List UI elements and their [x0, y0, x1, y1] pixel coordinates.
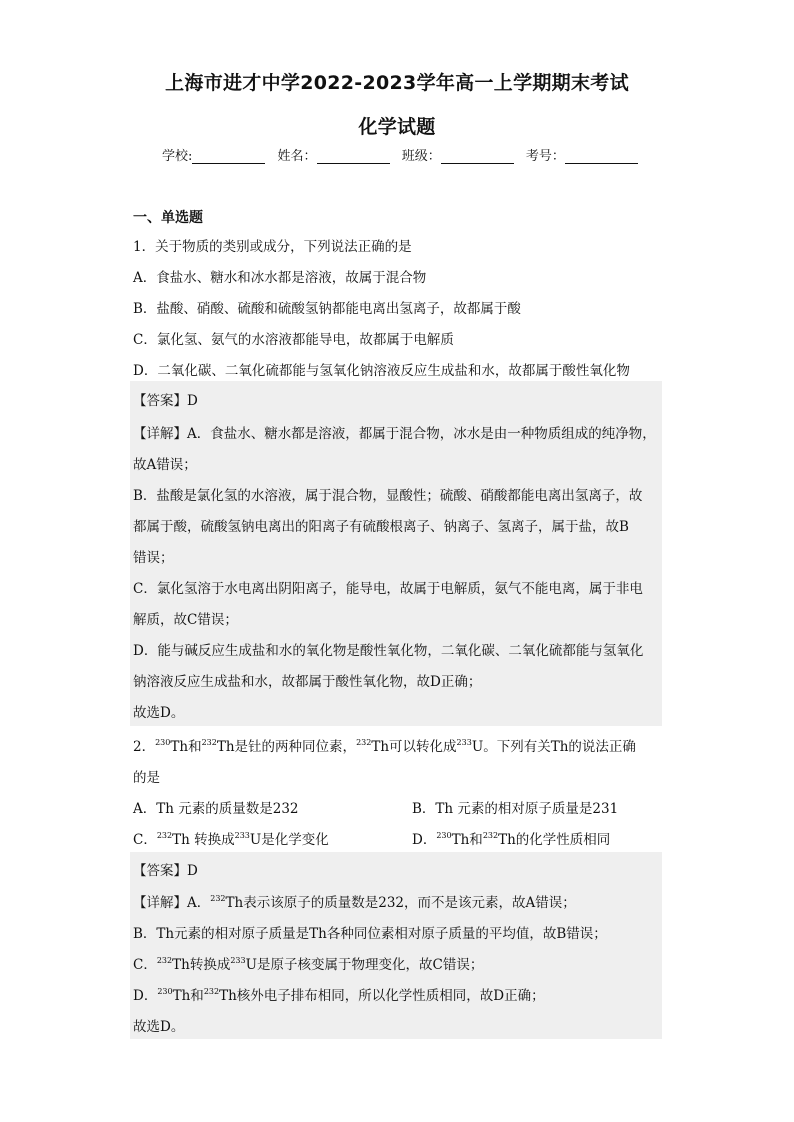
q1-detail-line: 钠溶液反应生成盐和水，故都属于酸性氧化物，故D正确；: [133, 674, 482, 690]
exam-title: 上海市进才中学2022-2023学年高一上学期期末考试: [165, 72, 629, 94]
q2-option-d: D．$^{230}$Th和$^{232}$Th的化学性质相同: [412, 831, 611, 848]
student-info-line: [162, 145, 646, 164]
exam-number-blank: [565, 150, 638, 164]
q1-detail-line: B．盐酸是氯化氢的水溶液，属于混合物，显酸性；硫酸、硝酸都能电离出氢离子，故: [133, 488, 643, 504]
q1-detail-line: 故A错误；: [133, 457, 197, 473]
q2-detail-line: 故选D。: [133, 1019, 185, 1035]
q1-option-d: D．二氧化碳、二氧化硫都能与氢氧化钠溶液反应生成盐和水，故都属于酸性氧化物: [133, 363, 630, 379]
q2-detail-line: D．$^{230}$Th和$^{232}$Th核外电子排布相同，所以化学性质相同，故D正确；: [133, 987, 545, 1004]
exam-subtitle: 化学试题: [358, 116, 436, 138]
q1-detail-line: 故选D。: [133, 705, 185, 721]
name-blank: [317, 150, 390, 164]
q2-answer-box: [130, 852, 662, 1039]
q2-stem-continued: 的是: [133, 770, 160, 786]
q1-detail-line: C．氯化氢溶于水电离出阴阳离子，能导电，故属于电解质，氨气不能电离，属于非电: [133, 581, 643, 597]
q1-detail-line: 错误；: [133, 550, 174, 566]
class-blank: [441, 150, 514, 164]
q1-stem: 1．关于物质的类别或成分，下列说法正确的是: [133, 239, 412, 255]
q1-option-b: B．盐酸、硝酸、硫酸和硫酸氢钠都能电离出氢离子，故都属于酸: [133, 301, 521, 317]
school-blank: [192, 150, 265, 164]
q1-detail-line: 解质，故C错误；: [133, 612, 238, 628]
q2-stem: 2．$^{230}$Th和$^{232}$Th是钍的两种同位素，$^{232}$Th可以转化成$^{233}$U。下列有关Th的说法正确: [133, 738, 636, 755]
section-heading: 一、单选题: [133, 210, 203, 226]
q1-option-a: A．食盐水、糖水和冰水都是溶液，故属于混合物: [133, 270, 427, 286]
name-label: 姓名：: [277, 149, 317, 164]
q1-answer: 【答案】D: [133, 393, 198, 409]
q2-option-a: A．Th 元素的质量数是232: [133, 801, 299, 817]
class-label: 班级：: [401, 149, 441, 164]
q2-option-c: C．$^{232}$Th 转换成$^{233}$U是化学变化: [133, 831, 329, 848]
q2-detail-line: B．Th元素的相对原子质量是Th各种同位素相对原子质量的平均值，故B错误；: [133, 926, 607, 942]
exam-number-label: 考号：: [525, 149, 565, 164]
q2-answer: 【答案】D: [133, 863, 198, 879]
school-label: 学校:: [162, 149, 193, 164]
q1-detail-line: D．能与碱反应生成盐和水的氧化物是酸性氧化物，二氧化碳、二氧化硫都能与氢氧化: [133, 643, 644, 659]
q2-option-b: B．Th 元素的相对原子质量是231: [412, 801, 619, 817]
q1-detail-line: 【详解】A．食盐水、糖水都是溶液，都属于混合物，冰水是由一种物质组成的纯净物，: [133, 426, 656, 442]
q1-detail-line: 都属于酸，硫酸氢钠电离出的阳离子有硫酸根离子、钠离子、氢离子，属于盐，故B: [133, 519, 629, 535]
q2-detail-line: C．$^{232}$Th转换成$^{233}$U是原子核变属于物理变化，故C错误；: [133, 956, 484, 973]
q2-detail-line: 【详解】A．$^{232}$Th表示该原子的质量数是232，而不是该元素，故A错误；: [133, 894, 576, 911]
q1-option-c: C．氯化氢、氨气的水溶液都能导电，故都属于电解质: [133, 332, 454, 348]
